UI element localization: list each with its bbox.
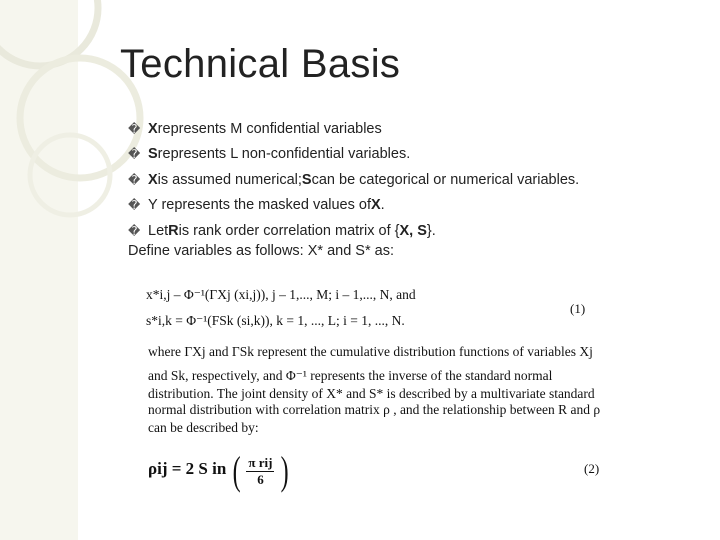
bullet-item	[128, 218, 579, 244]
slide-title: Technical Basis	[120, 42, 401, 86]
where-line-1: where ΓXj and ΓSk represent the cumulative distribution functions of variables Xj	[148, 344, 593, 359]
bullet-text: }.	[426, 222, 436, 239]
bullet-bold-term: S	[301, 171, 312, 188]
left-paren: (	[232, 448, 241, 493]
bullet-glyph-icon: �	[128, 198, 141, 213]
bullet-item	[128, 167, 579, 193]
where-line-5: can be described by:	[148, 420, 259, 435]
bullet-bold-term: S	[148, 146, 158, 163]
where-line-3: distribution. The joint density of X* and S* is described by a multivariate standard	[148, 386, 595, 401]
equation-2-numerator: π rij	[248, 454, 273, 470]
bullet-glyph-icon: �	[128, 147, 141, 162]
bullet-bold-term: X	[371, 197, 381, 214]
equation-2-fraction	[246, 455, 274, 488]
bullet-glyph-icon: �	[128, 121, 141, 136]
bullet-text: can be categorical or numerical variables.	[311, 171, 580, 188]
where-line-2: and Sk, respectively, and Φ⁻¹ represents the inverse of the standard normal	[148, 368, 553, 383]
equation-2-lhs: ρij = 2 S in	[148, 459, 227, 479]
equation-1-line-1: x*i,j – Φ⁻¹(ΓXj (xi,j)), j – 1,..., M; i – 1,..., N, and	[146, 287, 416, 302]
bullet-item	[128, 142, 579, 168]
equation-2	[148, 448, 291, 493]
equation-1-number: (1)	[570, 301, 586, 316]
bullet-text: .	[380, 197, 385, 214]
bullet-bold-term: R	[168, 222, 179, 239]
bullet-bold-term: X	[148, 171, 158, 188]
bullet-text: represents M confidential variables	[157, 120, 382, 137]
bullet-text: Let	[148, 222, 169, 239]
bullet-glyph-icon: �	[128, 223, 141, 238]
define-variables-text: Define variables as follows: X* and S* as:	[128, 243, 394, 259]
bullet-text: is rank order correlation matrix of {	[178, 222, 400, 239]
bullet-list	[128, 116, 579, 244]
bullet-glyph-icon: �	[128, 172, 141, 187]
equation-2-number: (2)	[584, 461, 600, 476]
where-line-4: normal distribution with correlation matrix ρ , and the relationship between R and ρ	[148, 402, 601, 417]
bullet-item	[128, 116, 579, 142]
bullet-text: represents L non-confidential variables.	[157, 146, 411, 163]
embedded-equation-image	[146, 283, 626, 493]
right-paren: )	[280, 448, 289, 493]
bullet-item	[128, 193, 579, 219]
bullet-text: is assumed numerical;	[157, 171, 302, 188]
equation-1-line-2: s*i,k = Φ⁻¹(FSk (si,k)), k = 1, ..., L; i = 1, ..., N.	[146, 313, 405, 328]
left-decor-band	[0, 0, 78, 540]
bullet-bold-term: X	[148, 120, 158, 137]
bullet-text: Y represents the masked values of	[148, 197, 371, 214]
bullet-bold-term: X, S	[399, 222, 427, 239]
equation-2-denominator: 6	[257, 471, 264, 487]
